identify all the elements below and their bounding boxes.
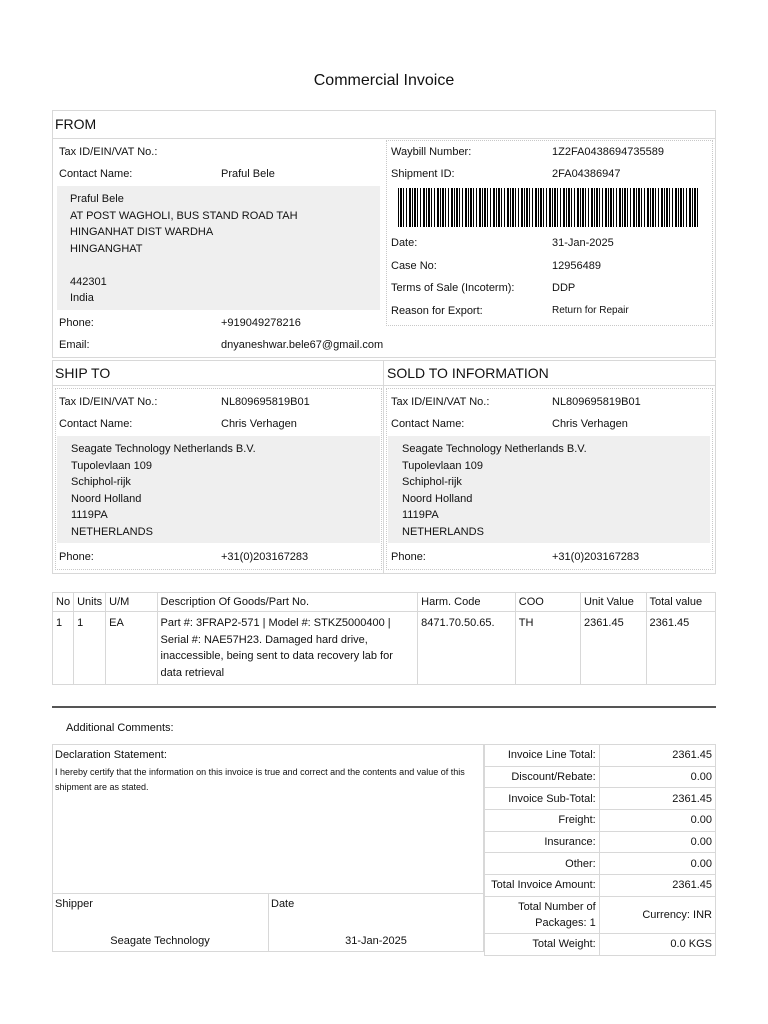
- col-header-description: Description Of Goods/Part No.: [157, 593, 418, 612]
- address-line: [70, 257, 380, 274]
- totals-row: [485, 831, 716, 853]
- reason-label: Reason for Export:: [391, 305, 483, 317]
- col-header-unit-value: Unit Value: [580, 593, 646, 612]
- sold-to-heading: SOLD TO INFORMATION: [387, 365, 549, 381]
- comments-rule: [52, 706, 716, 708]
- address-line: Tupolevlaan 109: [402, 459, 483, 472]
- terms-value: DDP: [552, 282, 576, 294]
- col-header-coo: COO: [515, 593, 580, 612]
- weight-label: Total Weight:: [485, 933, 600, 955]
- subtotal-value: 2361.45: [599, 788, 715, 810]
- address-line: NETHERLANDS: [71, 525, 153, 538]
- items-table: [52, 592, 716, 685]
- shipment-id-label: Shipment ID:: [391, 168, 455, 180]
- from-address-block: [57, 186, 380, 310]
- from-divider: [52, 138, 716, 139]
- address-line: AT POST WAGHOLI, BUS STAND ROAD TAH: [70, 209, 298, 222]
- col-header-units: Units: [74, 593, 106, 612]
- ship-to-address-block: [57, 436, 380, 543]
- insurance-value: 0.00: [599, 831, 715, 853]
- address-line: 1119PA: [402, 509, 439, 521]
- terms-label: Terms of Sale (Incoterm):: [391, 282, 515, 294]
- weight-value: 0.0 KGS: [599, 933, 715, 955]
- totals-row: [485, 853, 716, 875]
- case-label: Case No:: [391, 260, 437, 272]
- sold-to-tax-value: NL809695819B01: [552, 396, 641, 408]
- cell-total-value: 2361.45: [646, 612, 716, 685]
- shipper-label: Shipper: [55, 898, 93, 910]
- totals-row: [485, 933, 716, 955]
- date-label: Date:: [391, 237, 418, 249]
- total-invoice-amount-label: Total Invoice Amount:: [485, 875, 600, 897]
- cell-no: 1: [53, 612, 74, 685]
- from-contact-value: Praful Bele: [221, 168, 275, 180]
- items-header-row: [53, 593, 716, 612]
- cell-coo: TH: [515, 612, 580, 685]
- sold-to-tax-label: Tax ID/EIN/VAT No.:: [391, 396, 490, 408]
- totals-row: [485, 875, 716, 897]
- shipment-id-value: 2FA04386947: [552, 168, 621, 180]
- insurance-label: Insurance:: [485, 831, 600, 853]
- totals-row: [485, 896, 716, 933]
- date-value: 31-Jan-2025: [552, 237, 614, 249]
- waybill-value: 1Z2FA0438694735589: [552, 146, 664, 158]
- col-header-um: U/M: [106, 593, 157, 612]
- ship-to-phone-label: Phone:: [59, 551, 94, 563]
- col-header-total-value: Total value: [646, 593, 716, 612]
- address-line: Noord Holland: [71, 492, 142, 505]
- subtotal-label: Invoice Sub-Total:: [485, 788, 600, 810]
- declaration-label: Declaration Statement:: [55, 749, 167, 761]
- from-email-label: Email:: [59, 339, 90, 351]
- address-line: Schiphol-rijk: [402, 476, 462, 488]
- signature-date-value: 31-Jan-2025: [345, 935, 407, 947]
- case-value: 12956489: [552, 260, 601, 272]
- packages-label: Total Number of Packages: 1: [485, 896, 600, 933]
- table-row: [53, 612, 716, 685]
- col-header-no: No: [53, 593, 74, 612]
- additional-comments-label: Additional Comments:: [66, 722, 174, 734]
- from-phone-value: +919049278216: [221, 317, 301, 329]
- shipper-value: Seagate Technology: [110, 935, 210, 947]
- sold-to-phone-label: Phone:: [391, 551, 426, 563]
- ship-to-tax-label: Tax ID/EIN/VAT No.:: [59, 396, 158, 408]
- address-line: Tupolevlaan 109: [71, 459, 152, 472]
- currency-value: Currency: INR: [599, 896, 715, 933]
- from-phone-label: Phone:: [59, 317, 94, 329]
- section-vertical-divider: [383, 360, 384, 574]
- totals-table: [484, 744, 716, 956]
- sold-to-contact-label: Contact Name:: [391, 418, 465, 430]
- cell-harm-code: 8471.70.50.65.: [418, 612, 516, 685]
- ship-to-phone-value: +31(0)203167283: [221, 551, 309, 563]
- cell-unit-value: 2361.45: [580, 612, 646, 685]
- totals-row: [485, 766, 716, 788]
- totals-row: [485, 745, 716, 767]
- freight-value: 0.00: [599, 810, 715, 832]
- sold-to-contact-value: Chris Verhagen: [552, 418, 628, 430]
- ship-to-tax-value: NL809695819B01: [221, 396, 310, 408]
- declaration-text: I hereby certify that the information on this invoice is true and correct and the contents and value of this shipment are as stated.: [55, 767, 465, 792]
- address-line: Schiphol-rijk: [71, 476, 131, 488]
- address-line: Seagate Technology Netherlands B.V.: [402, 443, 587, 455]
- discount-value: 0.00: [599, 766, 715, 788]
- from-tax-label: Tax ID/EIN/VAT No.:: [59, 146, 158, 158]
- address-line: Seagate Technology Netherlands B.V.: [71, 443, 256, 455]
- cell-description: Part #: 3FRAP2-571 | Model #: STKZ5000400 | Serial #: NAE57H23. Damaged hard drive, inaccessible, being sent to data recovery lab for data retrieval: [157, 612, 418, 685]
- from-contact-label: Contact Name:: [59, 168, 133, 180]
- address-line: HINGANGHAT: [70, 242, 143, 255]
- signature-date-label: Date: [271, 898, 295, 910]
- ship-to-heading: SHIP TO: [55, 365, 111, 381]
- ship-to-contact-value: Chris Verhagen: [221, 418, 297, 430]
- sold-to-address-block: [388, 436, 710, 543]
- totals-row: [485, 788, 716, 810]
- address-line: NETHERLANDS: [402, 525, 484, 538]
- total-invoice-amount-value: 2361.45: [599, 875, 715, 897]
- from-heading: FROM: [55, 116, 97, 132]
- discount-label: Discount/Rebate:: [485, 766, 600, 788]
- col-header-harm-code: Harm. Code: [418, 593, 516, 612]
- address-line: HINGANHAT DIST WARDHA: [70, 226, 214, 238]
- sold-to-phone-value: +31(0)203167283: [552, 551, 640, 563]
- address-line: Praful Bele: [70, 193, 124, 205]
- other-value: 0.00: [599, 853, 715, 875]
- invoice-line-total-label: Invoice Line Total:: [485, 745, 600, 767]
- waybill-label: Waybill Number:: [391, 146, 472, 158]
- address-line: 442301: [70, 275, 107, 288]
- address-line: 1119PA: [71, 509, 108, 521]
- barcode-image: [398, 188, 700, 227]
- reason-value: Return for Repair: [552, 305, 629, 316]
- ship-to-divider: [52, 385, 716, 386]
- invoice-line-total-value: 2361.45: [599, 745, 715, 767]
- other-label: Other:: [485, 853, 600, 875]
- totals-row: [485, 810, 716, 832]
- from-email-value: dnyaneshwar.bele67@gmail.com: [221, 339, 384, 351]
- cell-units: 1: [74, 612, 106, 685]
- page-title: Commercial Invoice: [313, 72, 455, 89]
- address-line: Noord Holland: [402, 492, 473, 505]
- address-line: India: [70, 292, 94, 304]
- freight-label: Freight:: [485, 810, 600, 832]
- ship-to-contact-label: Contact Name:: [59, 418, 133, 430]
- cell-um: EA: [106, 612, 157, 685]
